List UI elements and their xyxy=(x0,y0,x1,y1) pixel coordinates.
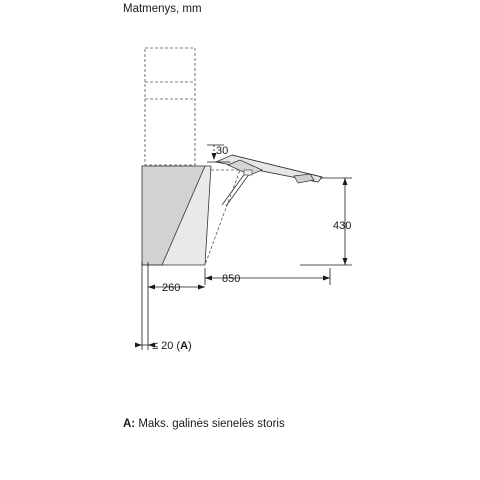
hood-body xyxy=(142,166,240,265)
footnote xyxy=(123,418,285,430)
hood-glass-panel xyxy=(216,155,322,206)
wall-thickness-marker xyxy=(135,262,155,350)
dimension-label-30: 30 xyxy=(216,145,229,157)
dimension-label-wall: ≤ 20 (A) xyxy=(152,340,192,352)
diagram-title: Matmenys, mm xyxy=(123,3,202,15)
dimension-label-430: 430 xyxy=(333,220,352,232)
footnote-ref: A: xyxy=(123,418,136,430)
dimension-label-850: 850 xyxy=(222,273,241,285)
footnote-text: Maks. galinės sienelės storis xyxy=(135,418,285,430)
chimney-outline xyxy=(145,48,195,165)
dimension-label-260: 260 xyxy=(162,282,181,294)
